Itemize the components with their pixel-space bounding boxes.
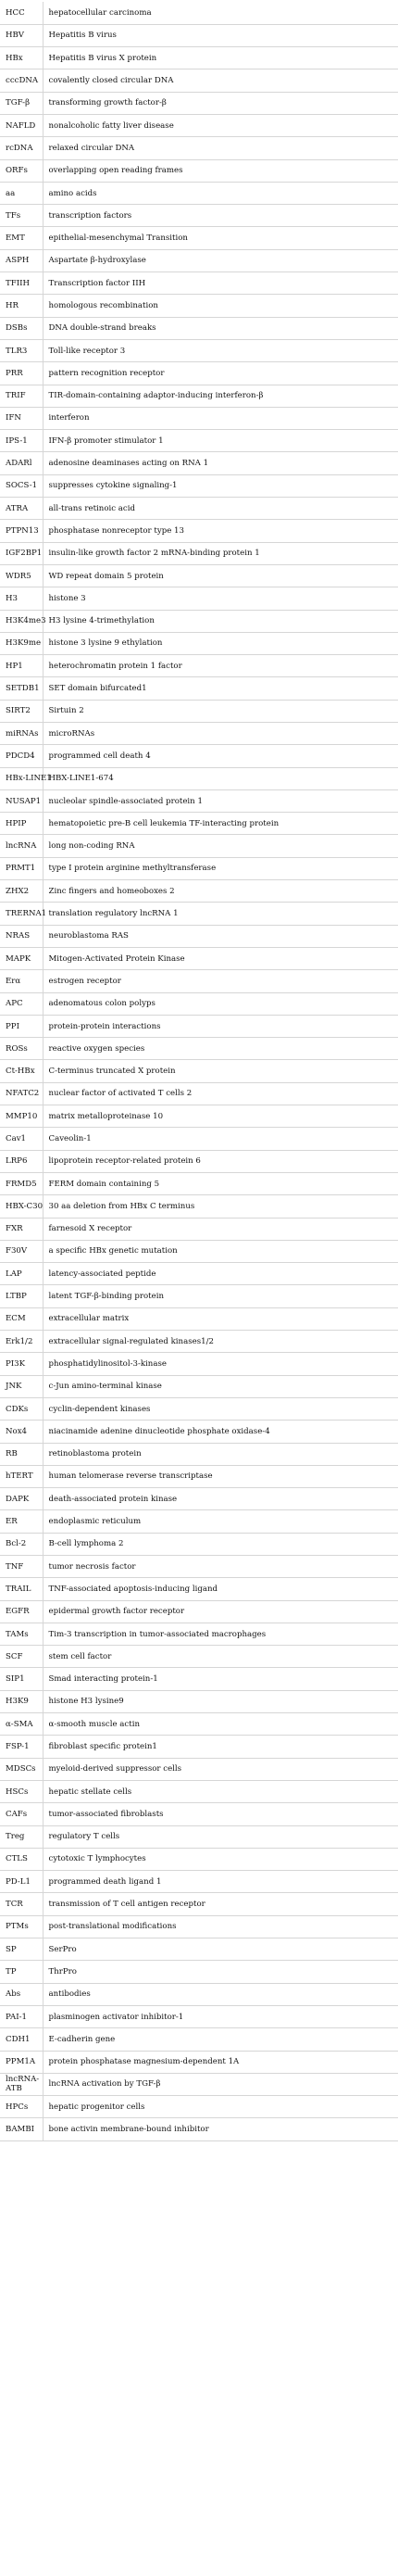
definition-cell: Transcription factor IIH — [43, 272, 398, 295]
table-row — [0, 69, 398, 92]
definition-cell: Tim-3 transcription in tumor-associated macrophages — [43, 1623, 398, 1645]
abbreviation-cell: Ct-HBx — [0, 1060, 43, 1082]
definition-cell: heterochromatin protein 1 factor — [43, 655, 398, 677]
definition-cell: bone activin membrane-bound inhibitor — [43, 2118, 398, 2140]
abbreviation-table — [0, 2, 398, 2141]
definition-cell: SET domain bifurcated1 — [43, 677, 398, 700]
abbreviation-cell: WDR5 — [0, 564, 43, 587]
abbreviation-cell: PTPN13 — [0, 520, 43, 542]
definition-cell: hepatocellular carcinoma — [43, 2, 398, 24]
table-row — [0, 925, 398, 947]
abbreviation-cell: DAPK — [0, 1488, 43, 1510]
table-row — [0, 1983, 398, 2005]
definition-cell: type I protein arginine methyltransferase — [43, 857, 398, 879]
table-row — [0, 385, 398, 407]
table-row — [0, 1060, 398, 1082]
abbreviation-cell: HBV — [0, 24, 43, 46]
table-row — [0, 1218, 398, 1240]
definition-cell: c-Jun amino-terminal kinase — [43, 1375, 398, 1397]
definition-cell: 30 aa deletion from HBx C terminus — [43, 1195, 398, 1218]
table-row — [0, 1240, 398, 1262]
abbreviation-cell: ECM — [0, 1307, 43, 1330]
definition-cell: hematopoietic pre-B cell leukemia TF-interacting protein — [43, 813, 398, 835]
definition-cell: cytotoxic T lymphocytes — [43, 1848, 398, 1870]
definition-cell: fibroblast specific protein1 — [43, 1736, 398, 1758]
definition-cell: transmission of T cell antigen receptor — [43, 1893, 398, 1915]
definition-cell: retinoblastoma protein — [43, 1443, 398, 1465]
definition-cell: TNF-associated apoptosis-inducing ligand — [43, 1578, 398, 1600]
table-row — [0, 1600, 398, 1623]
definition-cell: extracellular matrix — [43, 1307, 398, 1330]
table-row — [0, 655, 398, 677]
table-row — [0, 1082, 398, 1105]
table-row — [0, 947, 398, 969]
definition-cell: relaxed circular DNA — [43, 137, 398, 159]
abbreviation-cell: H3K4me3 — [0, 610, 43, 632]
definition-cell: epidermal growth factor receptor — [43, 1600, 398, 1623]
definition-cell: nuclear factor of activated T cells 2 — [43, 1082, 398, 1105]
table-row — [0, 1488, 398, 1510]
table-row — [0, 1668, 398, 1690]
definition-cell: Mitogen-Activated Protein Kinase — [43, 947, 398, 969]
abbreviation-cell: IFN — [0, 407, 43, 429]
definition-cell: Caveolin-1 — [43, 1128, 398, 1150]
table-row — [0, 542, 398, 564]
definition-cell: histone 3 — [43, 587, 398, 610]
table-row — [0, 1825, 398, 1848]
abbreviation-cell: NAFLD — [0, 114, 43, 136]
table-row — [0, 1871, 398, 1893]
abbreviation-cell: aa — [0, 182, 43, 204]
abbreviation-cell: TP — [0, 1961, 43, 1983]
definition-cell: H3 lysine 4-trimethylation — [43, 610, 398, 632]
table-row — [0, 339, 398, 361]
abbreviation-cell: MAPK — [0, 947, 43, 969]
definition-cell: programmed death ligand 1 — [43, 1871, 398, 1893]
table-row — [0, 1713, 398, 1736]
definition-cell: Smad interacting protein-1 — [43, 1668, 398, 1690]
abbreviation-cell: Cav1 — [0, 1128, 43, 1150]
definition-cell: pattern recognition receptor — [43, 362, 398, 385]
abbreviation-cell: Erα — [0, 970, 43, 992]
definition-cell: latency-associated peptide — [43, 1263, 398, 1285]
abbreviation-cell: EMT — [0, 227, 43, 249]
abbreviation-cell: lncRNA — [0, 835, 43, 857]
abbreviation-cell: HP1 — [0, 655, 43, 677]
definition-cell: matrix metalloproteinase 10 — [43, 1105, 398, 1128]
definition-cell: farnesoid X receptor — [43, 1218, 398, 1240]
definition-cell: tumor-associated fibroblasts — [43, 1803, 398, 1825]
abbreviation-cell: HSCs — [0, 1780, 43, 1802]
abbreviation-cell: PI3K — [0, 1353, 43, 1375]
definition-cell: reactive oxygen species — [43, 1038, 398, 1060]
abbreviation-cell: TLR3 — [0, 339, 43, 361]
abbreviation-cell: HBx-LINE1 — [0, 767, 43, 789]
definition-cell: Aspartate β-hydroxylase — [43, 249, 398, 271]
definition-cell: epithelial-mesenchymal Transition — [43, 227, 398, 249]
abbreviation-cell: JNK — [0, 1375, 43, 1397]
table-row — [0, 903, 398, 925]
definition-cell: antibodies — [43, 1983, 398, 2005]
abbreviation-cell: MMP10 — [0, 1105, 43, 1128]
abbreviation-table-body — [0, 2, 398, 2140]
abbreviation-cell: MDSCs — [0, 1758, 43, 1780]
abbreviation-cell: H3K9 — [0, 1690, 43, 1712]
table-row — [0, 2051, 398, 2073]
table-row — [0, 1331, 398, 1353]
definition-cell: programmed cell death 4 — [43, 745, 398, 767]
table-row — [0, 2, 398, 24]
abbreviation-cell: TRAIL — [0, 1578, 43, 1600]
table-row — [0, 767, 398, 789]
table-row — [0, 1465, 398, 1487]
table-row — [0, 1172, 398, 1194]
definition-cell: Hepatitis B virus — [43, 24, 398, 46]
table-row — [0, 700, 398, 722]
table-row — [0, 835, 398, 857]
definition-cell: histone 3 lysine 9 ethylation — [43, 632, 398, 654]
abbreviation-cell: SOCS-1 — [0, 474, 43, 497]
table-row — [0, 407, 398, 429]
table-row — [0, 992, 398, 1015]
abbreviation-cell: lncRNA-ATB — [0, 2073, 43, 2095]
definition-cell: post-translational modifications — [43, 1915, 398, 1938]
table-row — [0, 1128, 398, 1150]
definition-cell: plasminogen activator inhibitor-1 — [43, 2005, 398, 2027]
abbreviation-cell: NUSAP1 — [0, 789, 43, 812]
table-row — [0, 677, 398, 700]
definition-cell: SerPro — [43, 1938, 398, 1961]
table-row — [0, 1105, 398, 1128]
table-row — [0, 1780, 398, 1802]
table-row — [0, 1893, 398, 1915]
abbreviation-cell: TNF — [0, 1555, 43, 1577]
table-row — [0, 1623, 398, 1645]
definition-cell: TIR-domain-containing adaptor-inducing interferon-β — [43, 385, 398, 407]
table-row — [0, 1015, 398, 1037]
abbreviation-cell: Treg — [0, 1825, 43, 1848]
table-row — [0, 1307, 398, 1330]
table-row — [0, 2005, 398, 2027]
abbreviation-cell: SCF — [0, 1646, 43, 1668]
definition-cell: phosphatase nonreceptor type 13 — [43, 520, 398, 542]
definition-cell: endoplasmic reticulum — [43, 1510, 398, 1533]
definition-cell: a specific HBx genetic mutation — [43, 1240, 398, 1262]
definition-cell: estrogen receptor — [43, 970, 398, 992]
definition-cell: extracellular signal-regulated kinases1/2 — [43, 1331, 398, 1353]
definition-cell: latent TGF-β-binding protein — [43, 1285, 398, 1307]
table-row — [0, 1353, 398, 1375]
table-row — [0, 857, 398, 879]
table-row — [0, 1555, 398, 1577]
table-row — [0, 1736, 398, 1758]
definition-cell: ThrPro — [43, 1961, 398, 1983]
abbreviation-cell: HBX-C30 — [0, 1195, 43, 1218]
table-row — [0, 2118, 398, 2140]
table-row — [0, 1195, 398, 1218]
definition-cell: α-smooth muscle actin — [43, 1713, 398, 1736]
definition-cell: WD repeat domain 5 protein — [43, 564, 398, 587]
table-row — [0, 205, 398, 227]
table-row — [0, 1758, 398, 1780]
definition-cell: insulin-like growth factor 2 mRNA-binding protein 1 — [43, 542, 398, 564]
definition-cell: amino acids — [43, 182, 398, 204]
table-row — [0, 474, 398, 497]
abbreviation-cell: ADARl — [0, 452, 43, 474]
abbreviation-cell: ROSs — [0, 1038, 43, 1060]
definition-cell: long non-coding RNA — [43, 835, 398, 857]
abbreviation-cell: TCR — [0, 1893, 43, 1915]
abbreviation-cell: Abs — [0, 1983, 43, 2005]
definition-cell: Zinc fingers and homeoboxes 2 — [43, 880, 398, 903]
definition-cell: IFN-β promoter stimulator 1 — [43, 430, 398, 452]
abbreviation-cell: APC — [0, 992, 43, 1015]
table-row — [0, 1421, 398, 1443]
abbreviation-cell: DSBs — [0, 317, 43, 339]
definition-cell: myeloid-derived suppressor cells — [43, 1758, 398, 1780]
table-row — [0, 362, 398, 385]
abbreviation-cell: RB — [0, 1443, 43, 1465]
table-row — [0, 745, 398, 767]
definition-cell: adenosine deaminases acting on RNA 1 — [43, 452, 398, 474]
table-row — [0, 632, 398, 654]
table-row — [0, 1285, 398, 1307]
table-row — [0, 92, 398, 114]
table-row — [0, 249, 398, 271]
abbreviation-cell: FRMD5 — [0, 1172, 43, 1194]
definition-cell: transforming growth factor-β — [43, 92, 398, 114]
abbreviation-cell: ZHX2 — [0, 880, 43, 903]
abbreviation-cell: IGF2BP1 — [0, 542, 43, 564]
abbreviation-cell: LAP — [0, 1263, 43, 1285]
abbreviation-cell: H3K9me — [0, 632, 43, 654]
abbreviation-cell: PPI — [0, 1015, 43, 1037]
table-row — [0, 295, 398, 317]
abbreviation-cell: CAFs — [0, 1803, 43, 1825]
definition-cell: human telomerase reverse transcriptase — [43, 1465, 398, 1487]
abbreviation-cell: ATRA — [0, 498, 43, 520]
definition-cell: Sirtuin 2 — [43, 700, 398, 722]
abbreviation-cell: PRMT1 — [0, 857, 43, 879]
abbreviation-cell: rcDNA — [0, 137, 43, 159]
table-row — [0, 1690, 398, 1712]
abbreviation-cell: CDH1 — [0, 2028, 43, 2051]
table-row — [0, 1961, 398, 1983]
abbreviation-cell: SIRT2 — [0, 700, 43, 722]
definition-cell: translation regulatory lncRNA 1 — [43, 903, 398, 925]
abbreviation-cell: BAMBI — [0, 2118, 43, 2140]
table-row — [0, 24, 398, 46]
abbreviation-cell: Erk1/2 — [0, 1331, 43, 1353]
table-row — [0, 2028, 398, 2051]
definition-cell: DNA double-strand breaks — [43, 317, 398, 339]
table-row — [0, 1848, 398, 1870]
abbreviation-cell: TGF-β — [0, 92, 43, 114]
definition-cell: all-trans retinoic acid — [43, 498, 398, 520]
table-row — [0, 1443, 398, 1465]
definition-cell: regulatory T cells — [43, 1825, 398, 1848]
abbreviation-cell: HBx — [0, 47, 43, 69]
abbreviation-cell: PPM1A — [0, 2051, 43, 2073]
abbreviation-cell: HPCs — [0, 2096, 43, 2118]
table-row — [0, 723, 398, 745]
table-row — [0, 789, 398, 812]
definition-cell: suppresses cytokine signaling-1 — [43, 474, 398, 497]
table-row — [0, 430, 398, 452]
abbreviation-cell: PRR — [0, 362, 43, 385]
table-row — [0, 227, 398, 249]
abbreviation-cell: SETDB1 — [0, 677, 43, 700]
definition-cell: HBX-LINE1-674 — [43, 767, 398, 789]
definition-cell: tumor necrosis factor — [43, 1555, 398, 1577]
table-row — [0, 1803, 398, 1825]
abbreviation-cell: HCC — [0, 2, 43, 24]
abbreviation-cell: cccDNA — [0, 69, 43, 92]
table-row — [0, 813, 398, 835]
abbreviation-cell: LRP6 — [0, 1150, 43, 1172]
definition-cell: B-cell lymphoma 2 — [43, 1533, 398, 1555]
abbreviation-cell: ASPH — [0, 249, 43, 271]
abbreviation-cell: CDKs — [0, 1397, 43, 1420]
abbreviation-cell: PAI-1 — [0, 2005, 43, 2027]
abbreviation-cell: IPS-1 — [0, 430, 43, 452]
definition-cell: hepatic progenitor cells — [43, 2096, 398, 2118]
definition-cell: homologous recombination — [43, 295, 398, 317]
table-row — [0, 317, 398, 339]
abbreviation-cell: ORFs — [0, 159, 43, 182]
abbreviation-cell: NRAS — [0, 925, 43, 947]
definition-cell: Toll-like receptor 3 — [43, 339, 398, 361]
abbreviation-cell: HPIP — [0, 813, 43, 835]
abbreviation-cell: PDCD4 — [0, 745, 43, 767]
table-row — [0, 610, 398, 632]
abbreviation-cell: TRIF — [0, 385, 43, 407]
abbreviation-cell: TRERNA1 — [0, 903, 43, 925]
definition-cell: overlapping open reading frames — [43, 159, 398, 182]
abbreviation-cell: TAMs — [0, 1623, 43, 1645]
definition-cell: neuroblastoma RAS — [43, 925, 398, 947]
abbreviation-cell: miRNAs — [0, 723, 43, 745]
abbreviation-cell: EGFR — [0, 1600, 43, 1623]
definition-cell: death-associated protein kinase — [43, 1488, 398, 1510]
definition-cell: histone H3 lysine9 — [43, 1690, 398, 1712]
abbreviation-cell: Nox4 — [0, 1421, 43, 1443]
abbreviation-cell: ER — [0, 1510, 43, 1533]
definition-cell: transcription factors — [43, 205, 398, 227]
definition-cell: interferon — [43, 407, 398, 429]
table-row — [0, 587, 398, 610]
table-row — [0, 1397, 398, 1420]
table-row — [0, 1150, 398, 1172]
abbreviation-cell: Bcl-2 — [0, 1533, 43, 1555]
definition-cell: nonalcoholic fatty liver disease — [43, 114, 398, 136]
abbreviation-cell: HR — [0, 295, 43, 317]
table-row — [0, 272, 398, 295]
abbreviation-cell: FXR — [0, 1218, 43, 1240]
table-row — [0, 1578, 398, 1600]
table-row — [0, 520, 398, 542]
table-row — [0, 564, 398, 587]
definition-cell: covalently closed circular DNA — [43, 69, 398, 92]
definition-cell: adenomatous colon polyps — [43, 992, 398, 1015]
table-row — [0, 880, 398, 903]
table-row — [0, 47, 398, 69]
abbreviation-cell: SP — [0, 1938, 43, 1961]
table-row — [0, 137, 398, 159]
abbreviation-cell: TFs — [0, 205, 43, 227]
table-row — [0, 1938, 398, 1961]
abbreviation-cell: NFATC2 — [0, 1082, 43, 1105]
table-row — [0, 1646, 398, 1668]
abbreviation-cell: FSP-1 — [0, 1736, 43, 1758]
abbreviation-cell: hTERT — [0, 1465, 43, 1487]
table-row — [0, 2073, 398, 2095]
abbreviation-cell: F30V — [0, 1240, 43, 1262]
abbreviation-cell: H3 — [0, 587, 43, 610]
definition-cell: protein phosphatase magnesium-dependent 1A — [43, 2051, 398, 2073]
definition-cell: lipoprotein receptor-related protein 6 — [43, 1150, 398, 1172]
definition-cell: hepatic stellate cells — [43, 1780, 398, 1802]
definition-cell: nucleolar spindle-associated protein 1 — [43, 789, 398, 812]
abbreviation-cell: SIP1 — [0, 1668, 43, 1690]
table-row — [0, 498, 398, 520]
definition-cell: phosphatidylinositol-3-kinase — [43, 1353, 398, 1375]
table-row — [0, 2096, 398, 2118]
table-row — [0, 1915, 398, 1938]
abbreviation-cell: α-SMA — [0, 1713, 43, 1736]
table-row — [0, 1263, 398, 1285]
abbreviation-cell: TFIIH — [0, 272, 43, 295]
definition-cell: C-terminus truncated X protein — [43, 1060, 398, 1082]
table-row — [0, 1533, 398, 1555]
definition-cell: protein-protein interactions — [43, 1015, 398, 1037]
table-row — [0, 1038, 398, 1060]
table-row — [0, 159, 398, 182]
abbreviation-cell: PD-L1 — [0, 1871, 43, 1893]
definition-cell: FERM domain containing 5 — [43, 1172, 398, 1194]
table-row — [0, 1510, 398, 1533]
table-row — [0, 1375, 398, 1397]
table-row — [0, 452, 398, 474]
abbreviation-cell: CTLS — [0, 1848, 43, 1870]
table-row — [0, 182, 398, 204]
definition-cell: E-cadherin gene — [43, 2028, 398, 2051]
abbreviation-cell: LTBP — [0, 1285, 43, 1307]
definition-cell: niacinamide adenine dinucleotide phosphate oxidase-4 — [43, 1421, 398, 1443]
table-row — [0, 970, 398, 992]
definition-cell: lncRNA activation by TGF-β — [43, 2073, 398, 2095]
definition-cell: cyclin-dependent kinases — [43, 1397, 398, 1420]
definition-cell: Hepatitis B virus X protein — [43, 47, 398, 69]
table-row — [0, 114, 398, 136]
definition-cell: stem cell factor — [43, 1646, 398, 1668]
abbreviation-cell: PTMs — [0, 1915, 43, 1938]
definition-cell: microRNAs — [43, 723, 398, 745]
